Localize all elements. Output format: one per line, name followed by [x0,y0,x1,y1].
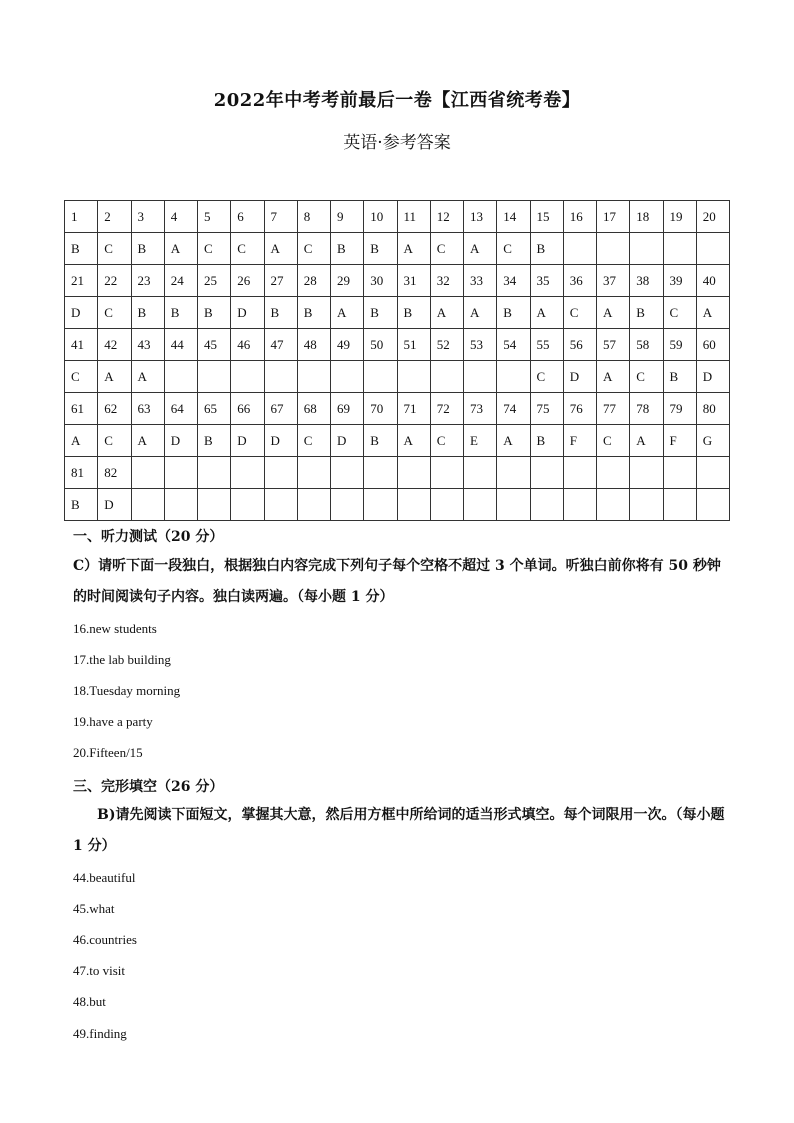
answer-cell: D [65,297,98,329]
question-number-cell: 17 [597,201,630,233]
question-number-cell: 75 [530,393,563,425]
section1-answer: 18.Tuesday morning [73,683,181,698]
answer-cell [364,489,397,521]
question-number-cell: 24 [164,265,197,297]
section1-answer: 16.new students [73,621,157,636]
answer-cell [497,489,530,521]
question-number-cell: 72 [430,393,463,425]
answer-cell: A [597,297,630,329]
answer-cell: D [164,425,197,457]
question-number-cell: 8 [297,201,330,233]
answer-cell: A [264,233,297,265]
answer-cell: C [297,233,330,265]
answer-cell: B [65,233,98,265]
answer-cell: C [98,297,131,329]
answer-row [65,233,730,265]
answer-cell: C [530,361,563,393]
question-number-cell: 66 [231,393,264,425]
answer-cell: A [331,297,364,329]
question-number-cell: 11 [397,201,430,233]
question-number-cell: 30 [364,265,397,297]
answer-cell: D [331,425,364,457]
question-number-cell: 9 [331,201,364,233]
answer-cell: B [630,297,663,329]
page-subtitle: 英语·参考答案 [343,133,451,153]
section3-instruction: B)请先阅读下面短文，掌握其大意，然后用方框中所给词的适当形式填空。每个词限用一次。（每小题 1 分） [73,807,725,854]
question-number-cell: 10 [364,201,397,233]
question-number-cell: 79 [663,393,696,425]
question-number-cell [164,457,197,489]
question-number-cell: 26 [231,265,264,297]
answer-cell: D [563,361,596,393]
answer-cell [297,361,330,393]
answer-cell: B [364,233,397,265]
answer-cell [364,361,397,393]
question-number-cell: 58 [630,329,663,361]
answer-cell [696,233,729,265]
question-number-cell: 62 [98,393,131,425]
answer-cell [331,361,364,393]
answer-cell: A [530,297,563,329]
answer-cell: A [65,425,98,457]
answer-cell: B [198,425,231,457]
question-number-cell: 74 [497,393,530,425]
answer-cell [264,489,297,521]
page-title: 2022年中考考前最后一卷【江西省统考卷】 [213,90,581,111]
answer-cell: A [131,425,164,457]
question-number-cell [563,457,596,489]
question-number-cell: 43 [131,329,164,361]
section3-answer: 45.what [73,901,115,916]
answer-cell [630,233,663,265]
question-number-cell: 3 [131,201,164,233]
answer-cell: B [164,297,197,329]
answer-cell: C [98,425,131,457]
question-number-cell: 54 [497,329,530,361]
answer-row [65,489,730,521]
answer-cell [563,233,596,265]
question-number-cell: 34 [497,265,530,297]
answer-cell: C [563,297,596,329]
answer-row [65,361,730,393]
answer-cell: C [198,233,231,265]
answer-cell [397,489,430,521]
question-number-cell: 33 [464,265,497,297]
question-number-cell: 47 [264,329,297,361]
answer-cell: B [497,297,530,329]
question-number-cell [397,457,430,489]
answer-cell: B [530,233,563,265]
answer-cell [630,489,663,521]
question-number-row [65,265,730,297]
answer-cell [164,361,197,393]
question-number-cell [364,457,397,489]
section3-answer: 49.finding [73,1026,127,1041]
answer-cell: C [297,425,330,457]
question-number-cell: 67 [264,393,297,425]
answer-cell [430,361,463,393]
question-number-cell [696,457,729,489]
question-number-cell: 19 [663,201,696,233]
answer-cell: G [696,425,729,457]
answer-cell: C [597,425,630,457]
answer-cell: A [696,297,729,329]
question-number-cell: 37 [597,265,630,297]
question-number-cell: 45 [198,329,231,361]
question-number-cell: 15 [530,201,563,233]
question-number-cell [464,457,497,489]
section3-heading: 三、完形填空（26 分） [73,779,224,795]
question-number-cell: 2 [98,201,131,233]
answer-cell [264,361,297,393]
answer-cell: D [696,361,729,393]
answer-table-body [65,201,730,521]
answer-cell: C [98,233,131,265]
question-number-cell: 35 [530,265,563,297]
answer-cell [464,361,497,393]
answer-cell: B [65,489,98,521]
question-number-cell: 22 [98,265,131,297]
answer-cell: D [231,297,264,329]
question-number-cell: 59 [663,329,696,361]
answer-row [65,425,730,457]
question-number-cell [630,457,663,489]
question-number-cell [198,457,231,489]
question-number-cell: 4 [164,201,197,233]
answer-cell [530,489,563,521]
question-number-cell: 7 [264,201,297,233]
question-number-cell: 76 [563,393,596,425]
answer-cell: C [630,361,663,393]
question-number-cell: 77 [597,393,630,425]
question-number-cell: 65 [198,393,231,425]
question-number-cell: 1 [65,201,98,233]
question-number-cell: 63 [131,393,164,425]
answer-cell: B [331,233,364,265]
answer-cell [663,489,696,521]
answer-cell: A [397,233,430,265]
question-number-cell: 23 [131,265,164,297]
question-number-cell: 14 [497,201,530,233]
answer-cell: A [98,361,131,393]
answer-cell [563,489,596,521]
question-number-cell [331,457,364,489]
question-number-cell: 82 [98,457,131,489]
answer-cell: B [364,425,397,457]
question-number-cell: 46 [231,329,264,361]
answer-cell [164,489,197,521]
question-number-cell: 41 [65,329,98,361]
question-number-cell: 55 [530,329,563,361]
question-number-cell: 38 [630,265,663,297]
answer-cell [597,233,630,265]
question-number-cell: 50 [364,329,397,361]
question-number-cell: 57 [597,329,630,361]
question-number-cell [497,457,530,489]
question-number-cell: 21 [65,265,98,297]
question-number-row [65,393,730,425]
question-number-cell [530,457,563,489]
question-number-cell: 20 [696,201,729,233]
question-number-cell: 61 [65,393,98,425]
answer-cell [231,489,264,521]
answer-cell [663,233,696,265]
question-number-cell [264,457,297,489]
answer-cell: E [464,425,497,457]
question-number-cell: 28 [297,265,330,297]
answer-cell [231,361,264,393]
answer-cell: C [65,361,98,393]
answer-cell: A [630,425,663,457]
question-number-cell: 51 [397,329,430,361]
answer-cell [297,489,330,521]
question-number-cell: 13 [464,201,497,233]
answer-cell [430,489,463,521]
answer-cell: D [231,425,264,457]
section3-answer: 44.beautiful [73,870,136,885]
question-number-cell [430,457,463,489]
question-number-cell [297,457,330,489]
answer-cell [198,361,231,393]
answer-cell [198,489,231,521]
answer-cell: C [430,233,463,265]
question-number-cell: 49 [331,329,364,361]
answer-cell: A [597,361,630,393]
question-number-cell: 42 [98,329,131,361]
answer-cell: B [131,297,164,329]
question-number-cell: 36 [563,265,596,297]
question-number-cell: 18 [630,201,663,233]
answer-cell: A [497,425,530,457]
question-number-row [65,329,730,361]
question-number-row [65,457,730,489]
question-number-cell: 32 [430,265,463,297]
answer-cell: B [198,297,231,329]
question-number-cell: 6 [231,201,264,233]
section1-answer: 17.the lab building [73,652,171,667]
answer-table [64,200,730,521]
question-number-cell: 48 [297,329,330,361]
question-number-cell: 5 [198,201,231,233]
question-number-cell: 12 [430,201,463,233]
question-number-cell: 80 [696,393,729,425]
answer-cell: F [563,425,596,457]
question-number-cell: 29 [331,265,364,297]
section3-answer: 48.but [73,994,106,1009]
question-number-cell: 70 [364,393,397,425]
section1-answer: 20.Fifteen/15 [73,745,143,760]
section3-answer: 47.to visit [73,963,126,978]
answer-cell: A [464,297,497,329]
answer-cell: B [397,297,430,329]
question-number-cell [231,457,264,489]
question-number-cell: 78 [630,393,663,425]
answer-row [65,297,730,329]
question-number-cell: 39 [663,265,696,297]
question-number-cell: 16 [563,201,596,233]
answer-cell [696,489,729,521]
answer-cell [497,361,530,393]
question-number-cell: 52 [430,329,463,361]
answer-cell: C [231,233,264,265]
answer-cell: D [98,489,131,521]
question-number-cell: 53 [464,329,497,361]
answer-cell [597,489,630,521]
question-number-cell: 40 [696,265,729,297]
answer-cell: A [464,233,497,265]
question-number-cell: 60 [696,329,729,361]
answer-cell: B [530,425,563,457]
question-number-cell: 73 [464,393,497,425]
answer-cell: C [430,425,463,457]
answer-cell [131,489,164,521]
answer-cell: F [663,425,696,457]
answer-cell: B [297,297,330,329]
question-number-cell: 81 [65,457,98,489]
answer-cell: A [164,233,197,265]
question-number-cell [597,457,630,489]
section1-answer: 19.have a party [73,714,153,729]
answer-cell: B [663,361,696,393]
answer-cell [331,489,364,521]
question-number-cell: 31 [397,265,430,297]
question-number-cell [131,457,164,489]
question-number-cell: 56 [563,329,596,361]
answer-cell [464,489,497,521]
question-number-cell [663,457,696,489]
question-number-cell: 25 [198,265,231,297]
answer-cell: A [397,425,430,457]
question-number-row [65,201,730,233]
question-number-cell: 69 [331,393,364,425]
section1-heading: 一、听力测试（20 分） [73,529,224,545]
answer-cell: B [264,297,297,329]
answer-cell: D [264,425,297,457]
section1-instruction: C）请听下面一段独白，根据独白内容完成下列句子每个空格不超过 3 个单词。听独白前你将有 50 秒钟的时间阅读句子内容。独白读两遍。（每小题 1 分） [73,558,721,605]
answer-cell: C [497,233,530,265]
answer-cell: B [364,297,397,329]
answer-cell: A [430,297,463,329]
question-number-cell: 71 [397,393,430,425]
answer-cell: C [663,297,696,329]
question-number-cell: 44 [164,329,197,361]
answer-cell: B [131,233,164,265]
question-number-cell: 64 [164,393,197,425]
section3-answer: 46.countries [73,932,137,947]
question-number-cell: 68 [297,393,330,425]
answer-cell [397,361,430,393]
question-number-cell: 27 [264,265,297,297]
answer-cell: A [131,361,164,393]
